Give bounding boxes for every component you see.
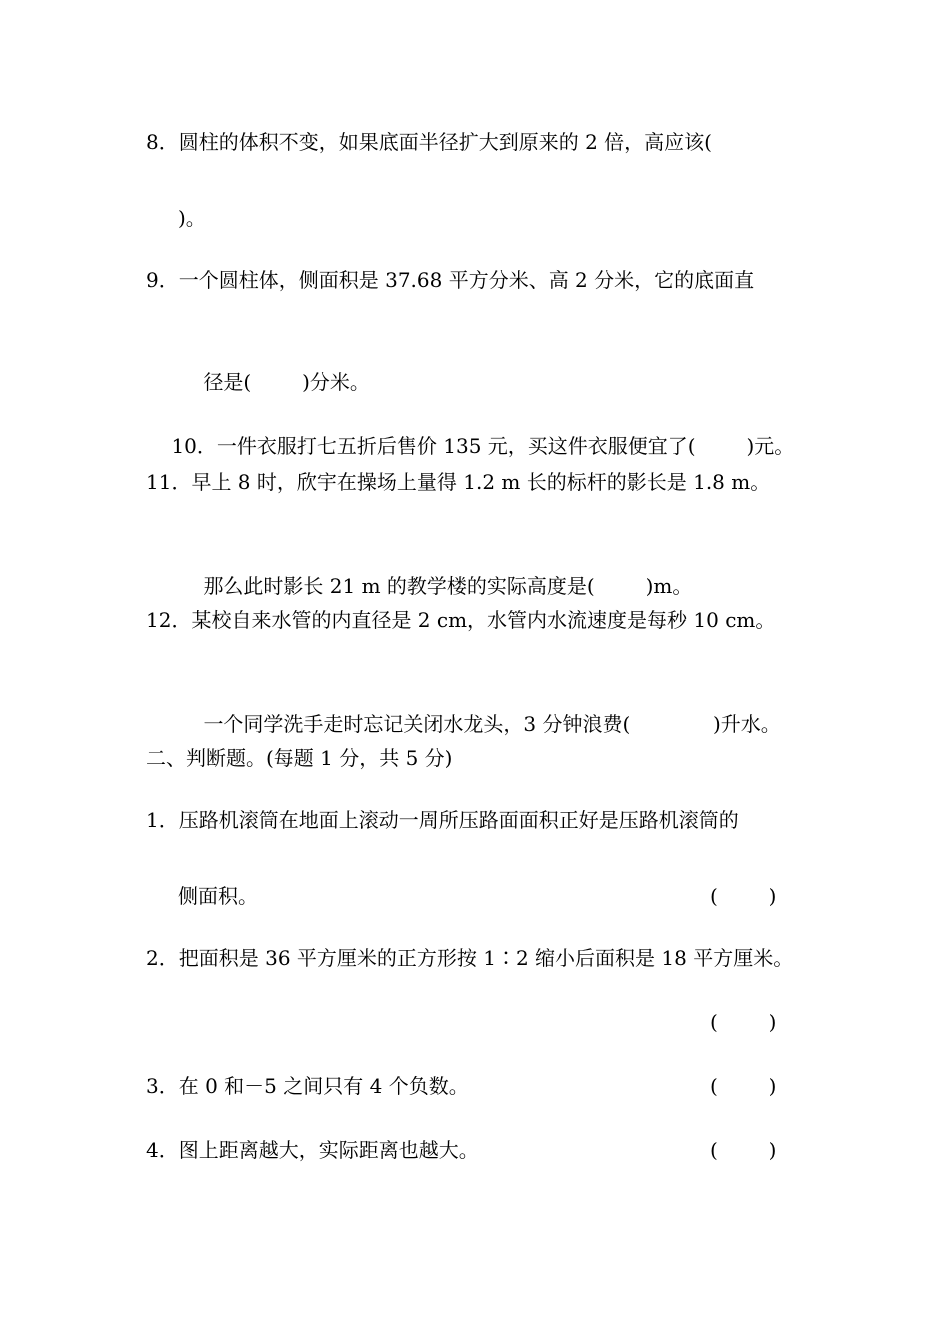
question-text: 那么此时影长 21 m 的教学楼的实际高度是( )m。 [203,574,693,598]
section-title-text: 二、判断题。(每题 1 分，共 5 分) [146,746,453,770]
judge-1-line1 [146,806,739,834]
section-title [146,744,452,772]
question-9-line1 [146,266,754,294]
question-12-line1 [146,606,775,634]
question-11-line1 [146,468,770,496]
judge-1-line2 [178,882,258,910]
question-text: 径是( )分米。 [203,370,370,394]
answer-parentheses: ( ) [710,1138,777,1162]
question-text: 侧面积。 [178,884,258,908]
question-text: 在 0 和－5 之间只有 4 个负数。 [178,1074,469,1098]
question-number: 11． [146,470,192,494]
judge-2-line1 [146,944,793,972]
question-text: 把面积是 36 平方厘米的正方形按 1∶2 缩小后面积是 18 平方厘米。 [178,946,794,970]
question-text: 某校自来水管的内直径是 2 cm，水管内水流速度是每秒 10 cm。 [191,608,776,632]
question-number: 12． [146,608,192,632]
answer-parentheses: ( ) [710,884,777,908]
question-number: 10． [171,434,217,458]
question-number: 4． [146,1138,179,1162]
question-number: 2． [146,946,179,970]
judge-4-line1 [146,1136,479,1164]
question-text: 一个圆柱体，侧面积是 37.68 平方分米、高 2 分米，它的底面直 [178,268,755,292]
question-text: 圆柱的体积不变，如果底面半径扩大到原来的 2 倍，高应该( [178,130,712,154]
answer-parentheses: ( ) [710,1074,777,1098]
answer-parentheses: ( ) [710,1010,777,1034]
question-8-line1 [146,128,712,156]
question-text: 一个同学洗手走时忘记关闭水龙头，3 分钟浪费( )升水。 [203,712,781,736]
question-number: 8． [146,130,179,154]
question-text: 压路机滚筒在地面上滚动一周所压路面面积正好是压路机滚筒的 [178,808,739,832]
question-text: 一件衣服打七五折后售价 135 元，买这件衣服便宜了( )元。 [216,434,795,458]
question-8-line2 [178,204,206,232]
question-number: 1． [146,808,179,832]
question-number: 3． [146,1074,179,1098]
question-text: 图上距离越大，实际距离也越大。 [178,1138,479,1162]
question-number: 9． [146,268,179,292]
judge-3-line1 [146,1072,469,1100]
question-text: )。 [178,206,206,230]
question-text: 早上 8 时，欣宇在操场上量得 1.2 m 长的标杆的影长是 1.8 m。 [191,470,771,494]
